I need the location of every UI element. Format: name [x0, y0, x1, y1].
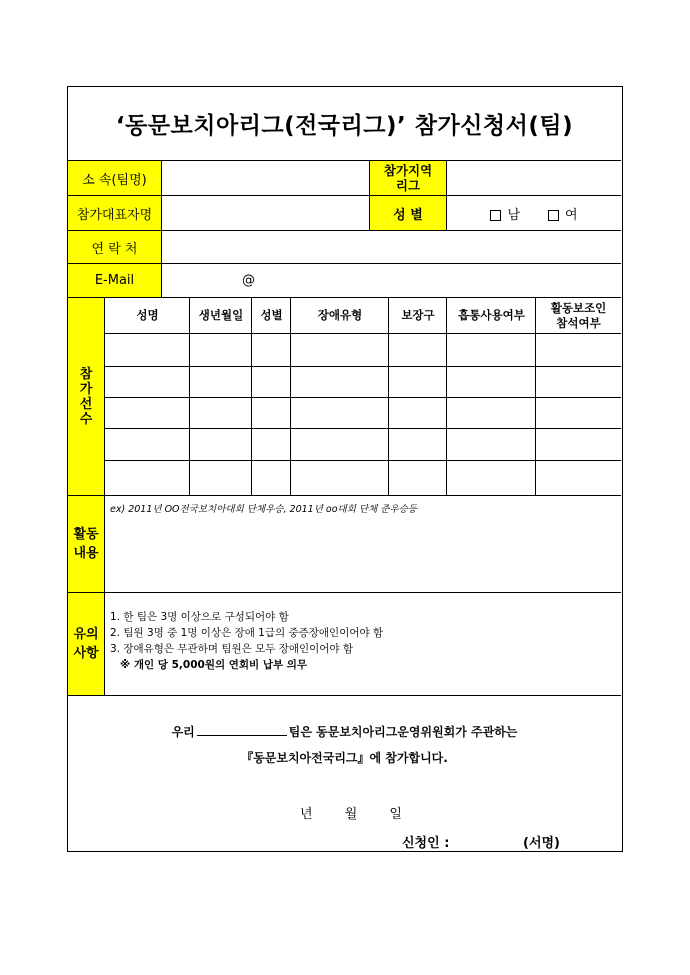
player-column-header: 활동보조인 참석여부: [550, 300, 607, 330]
player-cell-input[interactable]: [389, 398, 447, 428]
declaration-line1: [68, 723, 621, 740]
activity-label-char: 내용: [73, 546, 99, 561]
team-input[interactable]: [162, 161, 369, 195]
player-cell-input[interactable]: [447, 334, 536, 366]
activity-input[interactable]: [105, 515, 621, 592]
gender-label: 성 별: [370, 196, 446, 230]
activity-label-char: 활동: [73, 527, 99, 542]
applicant-label: 신청인 :: [402, 836, 450, 851]
fee-note: ※ 개인 당 5,000원의 연회비 납부 의무: [120, 659, 308, 671]
notes-label-char: 유의: [73, 627, 99, 642]
note-item-1: 1. 한 팀은 3명 이상으로 구성되어야 함: [110, 611, 289, 623]
player-column-header: 성별: [260, 308, 283, 322]
date-day: 일: [389, 807, 402, 822]
player-cell-input[interactable]: [536, 334, 621, 366]
note-item-2: 2. 팀원 3명 중 1명 이상은 장애 1급의 중증장애인이어야 함: [110, 627, 384, 639]
player-cell-input[interactable]: [252, 367, 291, 397]
player-cell-input[interactable]: [291, 429, 389, 460]
checkbox-icon[interactable]: [548, 210, 559, 221]
player-cell-input[interactable]: [190, 461, 252, 494]
player-column-header: 흡통사용여부: [458, 308, 525, 322]
application-form: [67, 86, 623, 852]
player-cell-input[interactable]: [291, 398, 389, 428]
player-cell-input[interactable]: [389, 429, 447, 460]
region-label-line2: 리그: [395, 178, 421, 193]
player-cell-input[interactable]: [252, 461, 291, 494]
player-cell-input[interactable]: [105, 367, 190, 397]
players-label-char: 수: [79, 411, 93, 427]
player-cell-input[interactable]: [389, 334, 447, 366]
activity-example: ex) 2011년 OO전국보치아대회 단체우승, 2011년 oo대회 단체 준우승등: [110, 504, 417, 515]
players-section-label: [68, 298, 104, 495]
player-cell-input[interactable]: [190, 367, 252, 397]
notes-section-label: [68, 593, 104, 695]
activity-section-label: [68, 496, 104, 592]
player-cell-input[interactable]: [536, 461, 621, 494]
gender-male-option[interactable]: [490, 204, 520, 223]
team-label: 소 속(팀명): [68, 161, 161, 195]
email-input[interactable]: [162, 264, 621, 297]
player-cell-input[interactable]: [447, 461, 536, 494]
gender-options: [447, 196, 621, 230]
checkbox-icon[interactable]: [490, 210, 501, 221]
player-cell-input[interactable]: [447, 429, 536, 460]
gender-female-option[interactable]: [548, 204, 578, 223]
player-column-header: 생년월일: [198, 308, 244, 322]
team-name-blank[interactable]: [197, 723, 287, 736]
player-column-header: 보장구: [401, 308, 435, 322]
player-cell-input[interactable]: [536, 367, 621, 397]
player-cell-input[interactable]: [252, 429, 291, 460]
player-cell-input[interactable]: [105, 429, 190, 460]
date-line: [300, 803, 402, 822]
player-column-header: 성명: [136, 308, 159, 322]
notes-list: [110, 609, 383, 673]
date-year: 년: [300, 807, 313, 822]
player-cell-input[interactable]: [190, 334, 252, 366]
player-cell-input[interactable]: [447, 398, 536, 428]
player-cell-input[interactable]: [536, 398, 621, 428]
representative-label: 참가대표자명: [68, 196, 161, 230]
players-label-char: 참: [79, 366, 93, 382]
region-input[interactable]: [447, 161, 621, 195]
email-at-sign: @: [242, 273, 255, 288]
player-cell-input[interactable]: [190, 429, 252, 460]
notes-label-char: 사항: [73, 646, 99, 661]
note-item-3: 3. 장애유형은 무관하며 팀원은 모두 장애인이어야 함: [110, 643, 354, 655]
date-month: 월: [344, 807, 358, 822]
players-label-char: 선: [79, 396, 93, 412]
players-label-char: 가: [79, 381, 93, 397]
player-cell-input[interactable]: [105, 461, 190, 494]
player-cell-input[interactable]: [291, 334, 389, 366]
player-column-header: 장애유형: [317, 308, 363, 322]
email-label: E-Mail: [68, 264, 161, 297]
player-cell-input[interactable]: [252, 334, 291, 366]
region-label: [370, 161, 446, 195]
signature-label[interactable]: (서명): [523, 836, 560, 851]
player-cell-input[interactable]: [447, 367, 536, 397]
gender-male-label: 남: [507, 207, 520, 223]
gender-female-label: 여: [565, 207, 578, 223]
representative-input[interactable]: [162, 196, 369, 230]
declaration-prefix: 우리: [171, 725, 195, 739]
player-cell-input[interactable]: [389, 367, 447, 397]
player-cell-input[interactable]: [389, 461, 447, 494]
player-cell-input[interactable]: [291, 367, 389, 397]
player-cell-input[interactable]: [105, 398, 190, 428]
player-cell-input[interactable]: [190, 398, 252, 428]
player-cell-input[interactable]: [105, 334, 190, 366]
declaration-line2: 『동문보치아전국리그』에 참가합니다.: [241, 751, 448, 765]
form-title: ‘동문보치아리그(전국리그)’ 참가신청서(팀): [115, 113, 574, 139]
declaration-suffix: 팀은 동문보치아리그운영위원회가 주관하는: [288, 725, 518, 739]
player-cell-input[interactable]: [252, 398, 291, 428]
player-cell-input[interactable]: [536, 429, 621, 460]
contact-label: 연 락 처: [68, 231, 161, 263]
contact-input[interactable]: [162, 231, 621, 263]
player-cell-input[interactable]: [291, 461, 389, 494]
region-label-line1: 참가지역: [383, 163, 433, 178]
